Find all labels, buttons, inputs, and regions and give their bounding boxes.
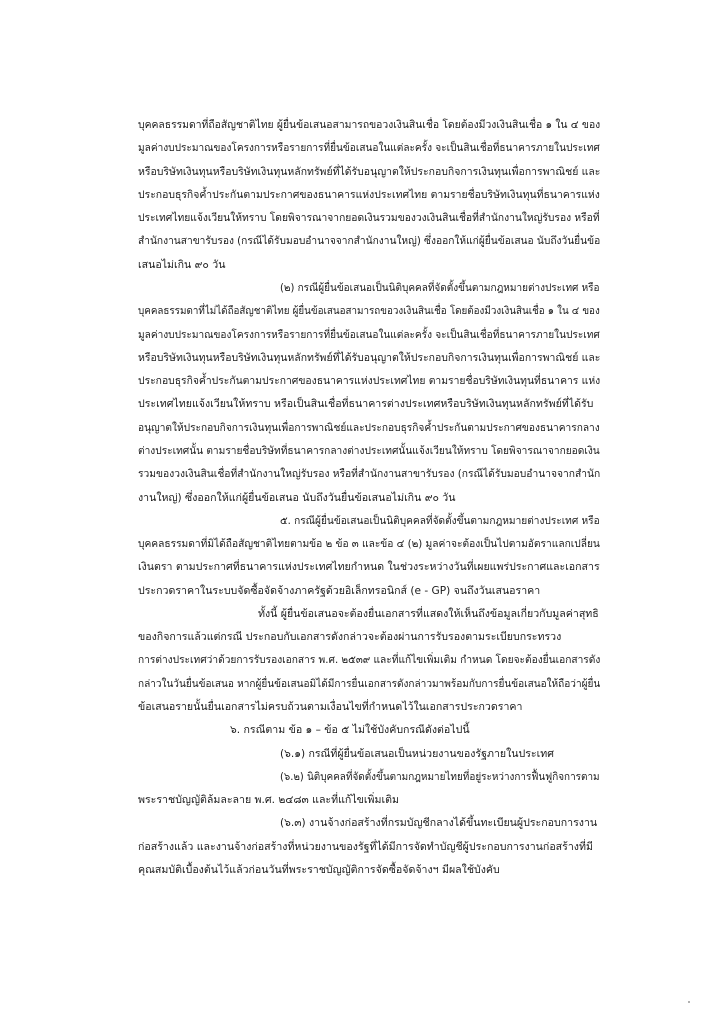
text-line: งานใหญ่) ซึ่งออกให้แก่ผู้ยื่นข้อเสนอ นับถึงวันยื่นข้อเสนอไม่เกิน ๙๐ วัน xyxy=(138,491,456,504)
text-line: บุคคลธรรมดาที่ไม่ได้ถือสัญชาติไทย ผู้ยื่นข้อเสนอสามารถขอวงเงินสินเชื่อ โดยต้องมีวงเงินสินเชื่อ ๑ ใน ๔ ของ xyxy=(138,305,600,318)
text-line: บุคคลธรรมดาที่ถือสัญชาติไทย ผู้ยื่นข้อเสนอสามารถขอวงเงินสินเชื่อ โดยต้องมีวงเงินสินเชื่อ ๑ ใน ๔ ของ xyxy=(138,119,601,131)
text-line: ๕. กรณีผู้ยื่นข้อเสนอเป็นนิติบุคคลที่จัดตั้งขึ้นตามกฎหมายต่างประเทศ หรือ xyxy=(280,514,600,527)
text-line: ประกวดราคาในระบบจัดซื้อจัดจ้างภาครัฐด้วยอิเล็กทรอนิกส์ (e - GP) จนถึงวันเสนอราคา xyxy=(138,584,541,597)
text-line: หรือบริษัทเงินทุนหรือบริษัทเงินทุนหลักทรัพย์ที่ได้รับอนุญาตให้ประกอบกิจการเงินทุนเพื่อการพาณิชย์ และ xyxy=(138,351,601,364)
text-line: ๖. กรณีตาม ข้อ ๑ – ข้อ ๕ ไม่ใช้บังคับกรณีดังต่อไปนี้ xyxy=(230,724,470,737)
text-line: พระราชบัญญัติล้มละลาย พ.ศ. ๒๔๘๓ และที่แก้ไขเพิ่มเติม xyxy=(138,794,399,807)
text-line: ประเทศไทยแจ้งเวียนให้ทราบ หรือเป็นสินเชื่อที่ธนาคารต่างประเทศหรือบริษัทเงินทุนหลักทรัพย์ที่ได้รับ xyxy=(138,398,594,411)
scan-mark xyxy=(688,1001,690,1003)
text-line: การต่างประเทศว่าด้วยการรับรองเอกสาร พ.ศ. ๒๕๓๙ และที่แก้ไขเพิ่มเติม กำหนด โดยจะต้องยื่นเอกสารดัง xyxy=(138,654,601,667)
text-line: มูลค่างบประมาณของโครงการหรือรายการที่ยื่นข้อเสนอในแต่ละครั้ง จะเป็นสินเชื่อที่ธนาคารภายในประเทศ xyxy=(138,142,600,155)
text-line: ทั้งนี้ ผู้ยื่นข้อเสนอจะต้องยื่นเอกสารที่แสดงให้เห็นถึงข้อมูลเกี่ยวกับมูลค่าสุทธิ xyxy=(258,607,599,620)
text-line: ประเทศไทยแจ้งเวียนให้ทราบ โดยพิจารณาจากยอดเงินรวมของวงเงินสินเชื่อที่สำนักงานใหญ่รับรอง หรือที่ xyxy=(138,212,600,225)
text-line: (๒) กรณีผู้ยื่นข้อเสนอเป็นนิติบุคคลที่จัดตั้งขึ้นตามกฎหมายต่างประเทศ หรือ xyxy=(280,281,600,294)
text-line: หรือบริษัทเงินทุนหรือบริษัทเงินทุนหลักทรัพย์ที่ได้รับอนุญาตให้ประกอบกิจการเงินทุนเพื่อการพาณิชย์ และ xyxy=(138,165,601,178)
text-line: คุณสมบัติเบื้องต้นไว้แล้วก่อนวันที่พระราชบัญญัติการจัดซื้อจัดจ้างฯ มีผลใช้บังคับ xyxy=(138,864,500,876)
text-line: บุคคลธรรมดาที่มิได้ถือสัญชาติไทยตามข้อ ๒ ข้อ ๓ และข้อ ๔ (๒) มูลค่าจะต้องเป็นไปตามอัตราแลกเปลี่ยน xyxy=(138,538,600,551)
text-line: (๖.๓) งานจ้างก่อสร้างที่กรมบัญชีกลางได้ขึ้นทะเบียนผู้ประกอบการงาน xyxy=(280,817,598,830)
text-line: (๖.๒) นิติบุคคลที่จัดตั้งขึ้นตามกฎหมายไทยที่อยู่ระหว่างการฟื้นฟูกิจการตาม xyxy=(280,770,600,783)
text-line: (๖.๑) กรณีที่ผู้ยื่นข้อเสนอเป็นหน่วยงานของรัฐภายในประเทศ xyxy=(280,747,554,760)
text-line: ประกอบธุรกิจค้ำประกันตามประกาศของธนาคารแห่งประเทศไทย ตามรายชื่อบริษัทเงินทุนที่ธนาคารแห่ง xyxy=(138,188,600,201)
text-line: เงินตรา ตามประกาศที่ธนาคารแห่งประเทศไทยกำหนด ในช่วงระหว่างวันที่เผยแพร่ประกาศและเอกสาร xyxy=(138,561,600,574)
text-line: สำนักงานสาขารับรอง (กรณีได้รับมอบอำนาจจากสำนักงานใหญ่) ซึ่งออกให้แก่ผู้ยื่นข้อเสนอ นับถึงวันยื่นข้อ xyxy=(138,235,601,248)
text-line: ต่างประเทศนั้น ตามรายชื่อบริษัทที่ธนาคารกลางต่างประเทศนั้นแจ้งเวียนให้ทราบ โดยพิจารณาจากยอดเงิน xyxy=(138,444,600,457)
text-line: ของกิจการแล้วแต่กรณี ประกอบกับเอกสารดังกล่าวจะต้องผ่านการรับรองตามระเบียบกระทรวง xyxy=(138,631,562,644)
text-line: ก่อสร้างแล้ว และงานจ้างก่อสร้างที่หน่วยงานของรัฐที่ได้มีการจัดทำบัญชีผู้ประกอบการงานก่อสร้างที่มี xyxy=(138,840,593,853)
text-line: ประกอบธุรกิจค้ำประกันตามประกาศของธนาคารแห่งประเทศไทย ตามรายชื่อบริษัทเงินทุนที่ธนาคาร แห่ง xyxy=(138,375,601,388)
text-line: รวมของวงเงินสินเชื่อที่สำนักงานใหญ่รับรอง หรือที่สำนักงานสาขารับรอง (กรณีได้รับมอบอำนาจจากสำนัก xyxy=(138,468,601,481)
text-line: มูลค่างบประมาณของโครงการหรือรายการที่ยื่นข้อเสนอในแต่ละครั้ง จะเป็นสินเชื่อที่ธนาคารภายในประเทศ xyxy=(138,328,600,341)
text-line: กล่าวในวันยื่นข้อเสนอ หากผู้ยื่นข้อเสนอมิได้มีการยื่นเอกสารดังกล่าวมาพร้อมกับการยื่นข้อเสนอให้ถือว่าผู้ยื่น xyxy=(138,677,601,690)
text-line: เสนอไม่เกิน ๙๐ วัน xyxy=(138,258,226,271)
text-line: ข้อเสนอรายนั้นยื่นเอกสารไม่ครบถ้วนตามเงื่อนไขที่กำหนดไว้ในเอกสารประกวดราคา xyxy=(138,701,523,714)
text-line: อนุญาตให้ประกอบกิจการเงินทุนเพื่อการพาณิชย์และประกอบธุรกิจค้ำประกันตามประกาศของธนาคารกลาง xyxy=(138,421,600,434)
